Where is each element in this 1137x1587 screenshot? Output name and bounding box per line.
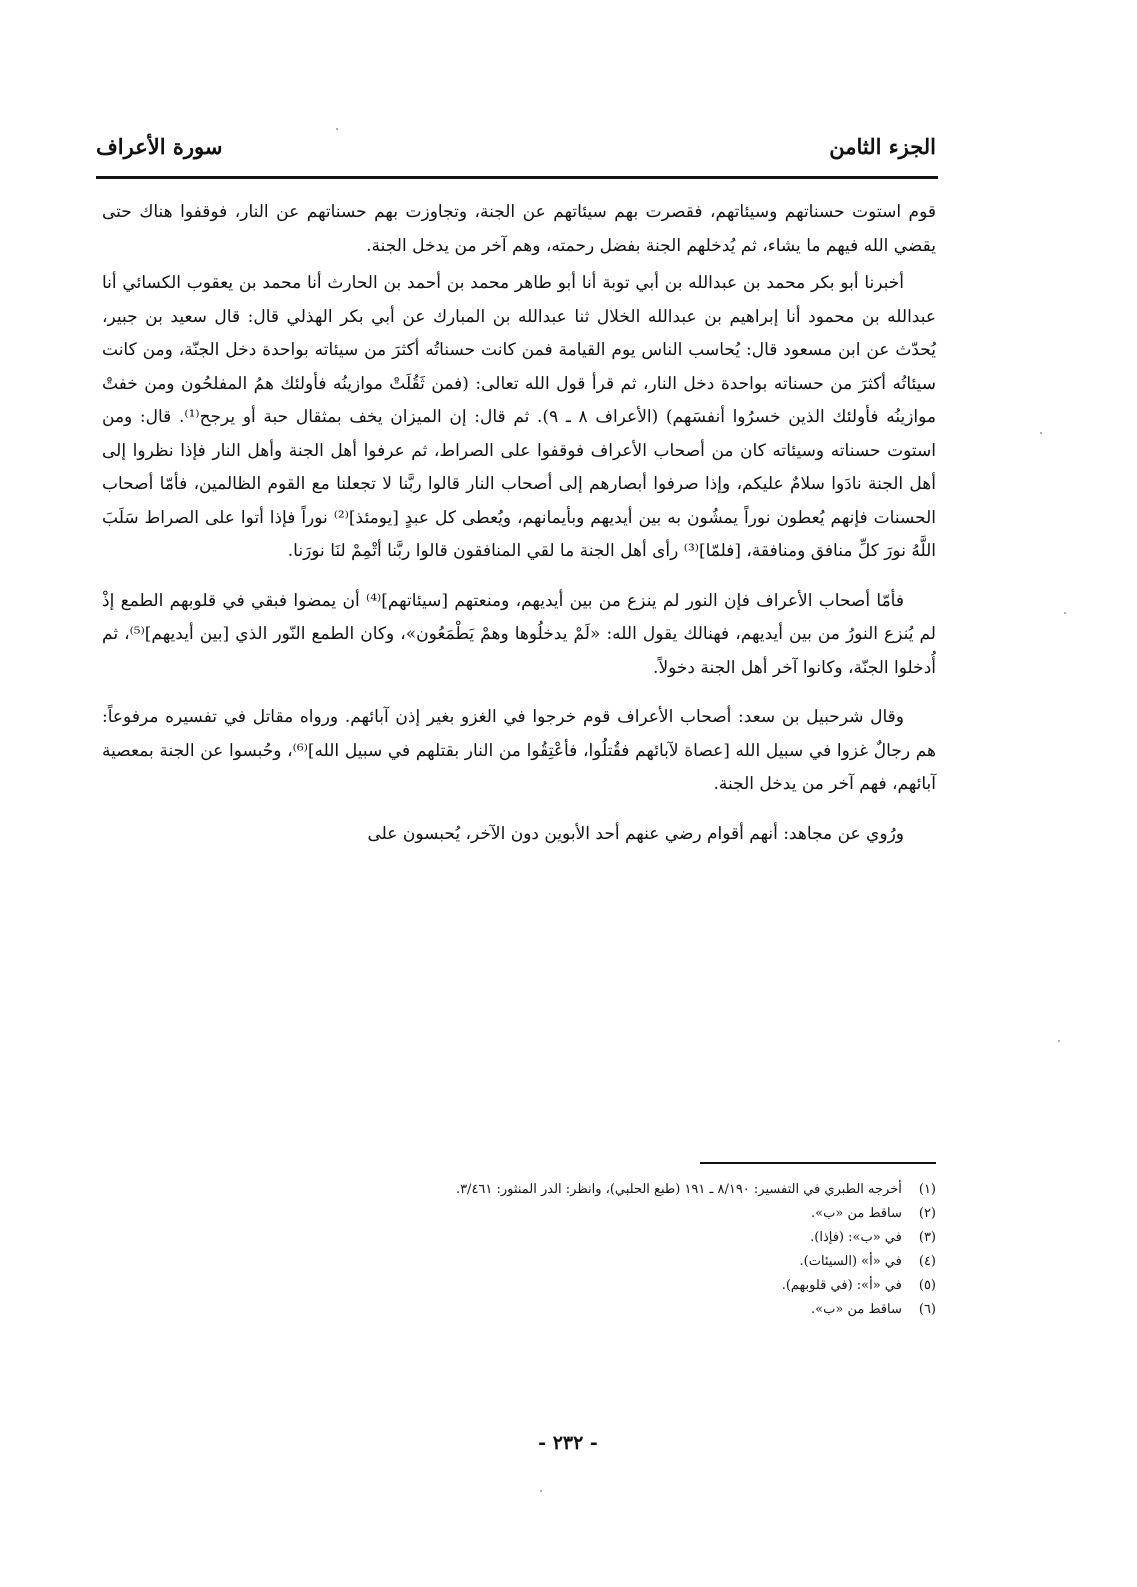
page-number: - ٢٣٢ - (538, 1432, 598, 1454)
paragraph: أخبرنا أبو بكر محمد بن عبدالله بن أبي توبة أنا أبو طاهر محمد بن أحمد بن الحارث أنا محمد بن يعقوب الكسائي أنا عبدالله بن محمود أنا إبراهيم بن عبدالله الخلال ثنا عبدالله بن المبارك عن أبي بكر الهذلي قال: قال سعيد بن جبير، يُحدّث عن ابن مسعود قال: يُحاسب الناس يوم القيامة فمن كانت حسناتُه أكثرَ من سيئاته بواحدة دخل الجنّة، ومن كانت سيئاتُه أكثرَ من حسناته بواحدة دخل النار، ثم قرأ قول الله تعالى: (فمن ثَقُلَتْ موازينُه فأولئك همُ المفلحُون ومن خفتْ موازينُه فأولئك الذين خسرُوا أنفسَهم) (الأعراف ٨ ـ ٩). ثم قال: إن الميزان يخف بمثقال حبة أو يرجح⁽¹⁾. قال: ومن استوت حسناته وسيئاته كان من أصحاب الأعراف فوقفوا على الصراط، ثم عرفوا أهل الجنة وأهل النار فإذا نظروا إلى أهل الجنة نادَوا سلامٌ عليكم، وإذا صرفوا أبصارهم إلى أصحاب النار قالوا ربَّنا لا تجعلنا مع القوم الظالمين، فأمّا أصحاب الحسنات فإنهم يُعطون نوراً يمشُون به بين أيديهم وبأيمانهم، ويُعطى كل عبدٍ [يومئذ]⁽²⁾ نوراً فإذا أتوا على الصراط سَلَبَ اللَّهُ نورَ كلِّ منافق ومنافقة، [فلمّا]⁽³⁾ رأى أهل الجنة ما لقي المنافقون قالوا ربَّنا أتْمِمْ لنَا نورَنا. (102, 273, 937, 561)
footnote (260, 1250, 936, 1274)
running-header (96, 128, 936, 168)
footnote-rule (700, 1162, 936, 1164)
scan-speck (1040, 432, 1042, 434)
footnote-number: (٥) (918, 1278, 936, 1293)
header-rule (96, 176, 938, 179)
scan-speck (336, 128, 338, 130)
surah-title: سورة الأعراف (96, 134, 223, 159)
paragraph: وقال شرحبيل بن سعد: أصحاب الأعراف قوم خرجوا في الغزو بغير إذن آبائهم. ورواه مقاتل في تفسيره مرفوعاً: هم رجالٌ غزوا في سبيل الله [عصاة لآبائهم فقُتلُوا، فأعْتِقُوا من النار بقتلهم في سبيل الله]⁽⁶⁾، وحُبسوا عن الجنة بمعصية آبائهم، فهم آخر من يدخل الجنة. (102, 707, 937, 794)
footnote-number: (٦) (918, 1302, 936, 1317)
footnote-text: في «أ»: (في قلوبهم). (781, 1278, 902, 1293)
footnote-number: (٤) (918, 1254, 936, 1269)
footnote-text: في «أ» (السيئات). (799, 1254, 902, 1269)
footnote-text: في «ب»: (فإذا). (810, 1230, 902, 1245)
footnote-text: ساقط من «ب». (811, 1206, 902, 1221)
footnote-number: (١) (918, 1182, 936, 1197)
footnote-number: (٢) (918, 1206, 936, 1221)
part-title: الجزء الثامن (829, 134, 936, 159)
scan-speck (1064, 612, 1066, 614)
footnote (260, 1274, 936, 1298)
paragraph: فأمّا أصحاب الأعراف فإن النور لم ينزع من بين أيديهم، ومنعتهم [سيئاتهم]⁽⁴⁾ أن يمضوا فبقي في قلوبهم الطمع إذْ لم يُنزع النورُ من بين أيديهم، فهنالك يقول الله: «لَمْ يدخلُوها وهمْ يَطْمَعُون»، وكان الطمع النّور الذي [بين أيديهم]⁽⁵⁾، ثم أُدخلوا الجنّة، وكانوا آخر أهل الجنة دخولاً. (102, 590, 936, 678)
paragraph: قوم استوت حسناتهم وسيئاتهم، فقصرت بهم سيئاتهم عن الجنة، وتجاوزت بهم حسناتهم عن النار، فوقفوا هناك حتى يقضي الله فيهم ما يشاء، ثم يُدخلهم الجنة بفضل رحمته، وهم آخر من يدخل الجنة. (102, 202, 936, 256)
footnotes (260, 1178, 936, 1322)
paragraph: ورُوي عن مجاهد: أنهم أقوام رضي عنهم أحد الأبوين دون الآخر، يُحبسون على (367, 823, 904, 844)
footnote-text: ساقط من «ب». (811, 1302, 902, 1317)
footnote (260, 1298, 936, 1322)
scan-speck (1058, 1040, 1060, 1042)
scan-speck (540, 1490, 542, 1492)
footnote (260, 1202, 936, 1226)
footnote (260, 1178, 936, 1202)
main-text (102, 196, 936, 851)
footnote-text: أخرجه الطبري في التفسير: ٨/١٩٠ ـ ١٩١ (طبع الحلبي)، وانظر: الدر المنثور: ٣/٤٦١. (455, 1182, 902, 1197)
footnote-number: (٣) (918, 1230, 936, 1245)
footnote (260, 1226, 936, 1250)
